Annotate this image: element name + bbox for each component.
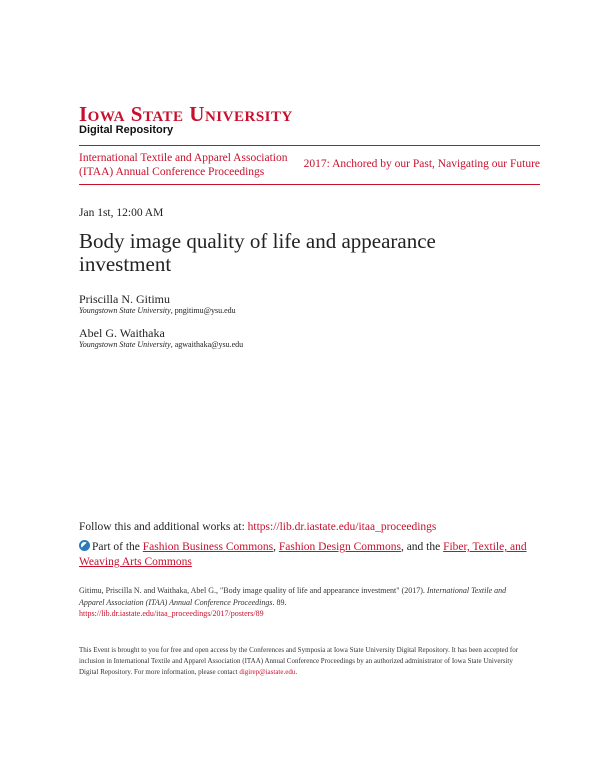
header-divider-bottom (79, 184, 540, 185)
partof-separator: , (273, 541, 279, 553)
follow-line (79, 521, 436, 533)
citation-journal: International Textile and Apparel Association (ITAA) Annual Conference Proceedings (79, 586, 507, 607)
citation-suffix: . 89. (272, 597, 287, 607)
article-title: Body image quality of life and appearance investment (79, 229, 436, 276)
repository-subtitle: Digital Repository (79, 124, 174, 136)
follow-text: Follow this and additional works at: (79, 521, 248, 533)
fiber-textile-commons-link[interactable]: Fiber, Textile, and Weaving Arts Commons (79, 541, 527, 568)
bepress-commons-icon (79, 540, 90, 551)
series-link[interactable]: International Textile and Apparel Association (ITAA) Annual Conference Proceedings (79, 152, 288, 178)
access-notice (79, 645, 529, 678)
author-email: , pngitimu@ysu.edu (170, 306, 236, 315)
author-affiliation (79, 306, 236, 315)
notice-end: . (295, 668, 298, 676)
part-of-line (79, 540, 529, 570)
affiliation-name: Youngstown State University (79, 340, 171, 349)
author-email: , agwaithaka@ysu.edu (170, 340, 244, 349)
proceedings-link[interactable]: https://lib.dr.iastate.edu/itaa_proceedings (247, 521, 437, 533)
university-logo: Iowa State University (79, 102, 293, 126)
recommended-citation (79, 585, 529, 620)
partof-separator: , and the (400, 541, 444, 553)
fashion-design-commons-link[interactable]: Fashion Design Commons (278, 541, 401, 553)
event-date: Jan 1st, 12:00 AM (79, 207, 164, 219)
author-name: Priscilla N. Gitimu (79, 292, 170, 306)
partof-prefix: Part of the (92, 541, 143, 553)
fashion-business-commons-link[interactable]: Fashion Business Commons (142, 541, 274, 553)
author-name: Abel G. Waithaka (79, 326, 165, 340)
affiliation-name: Youngstown State University (79, 306, 171, 315)
citation-url-link[interactable]: https://lib.dr.iastate.edu/itaa_proceedings/2017/posters/89 (79, 609, 264, 618)
notice-text: This Event is brought to you for free and open access by the Conferences and Symposia at Iowa State University Digital Repository. It has been accepted for inclusion in International Textile and Apparel Association (ITAA) Annual Conference Proceedings by an authorized administrator of Iowa State University Digital Repository. For more information, please contact (79, 646, 519, 676)
citation-text: Gitimu, Priscilla N. and Waithaka, Abel G., "Body image quality of life and appearance investment" (2017). (79, 586, 427, 595)
conference-theme-link[interactable]: 2017: Anchored by our Past, Navigating our Future (303, 158, 540, 170)
contact-email-link[interactable]: digirep@iastate.edu (239, 668, 296, 676)
author-affiliation (79, 340, 243, 349)
header-divider-top (79, 145, 540, 146)
